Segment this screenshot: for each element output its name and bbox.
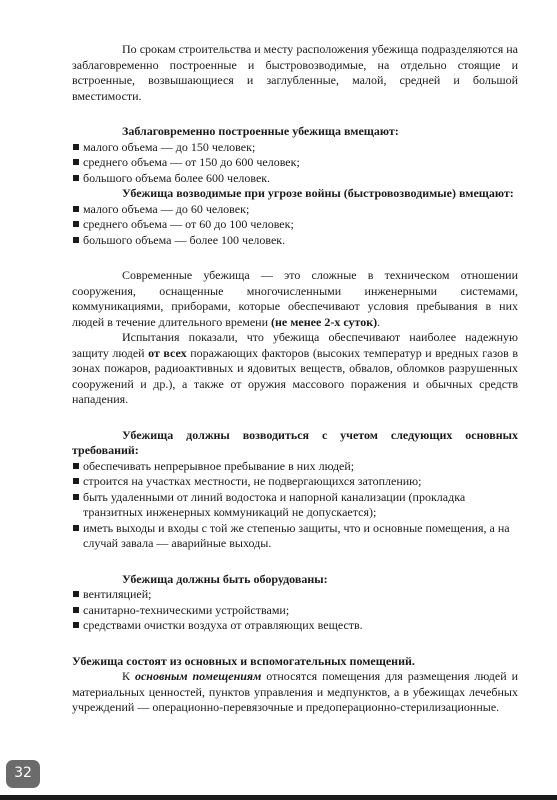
list-item: обеспечивать непрерывное пребывание в них людей; <box>72 459 518 475</box>
list-item: большого объема — более 100 человек. <box>72 233 518 249</box>
list-item: санитарно-техническими устройствами; <box>72 603 518 619</box>
prebuilt-list <box>72 140 518 187</box>
equipment-heading: Убежища должны быть оборудованы: <box>122 571 328 586</box>
list-item: вентиляцией; <box>72 587 518 603</box>
modern-duration: (не менее 2-х суток) <box>271 314 378 329</box>
rapid-list <box>72 202 518 249</box>
tests-bold: от всех <box>148 345 187 360</box>
list-item: малого объема — до 60 человек; <box>72 202 518 218</box>
rooms-heading: Убежища состоят из основных и вспомогательных помещений. <box>72 653 415 668</box>
list-item: среднего объема — от 60 до 100 человек; <box>72 217 518 233</box>
rapid-heading: Убежища возводимые при угрозе войны (быстровозводимые) вмещают: <box>122 186 514 200</box>
list-item: средствами очистки воздуха от отравляющих веществ. <box>72 618 518 634</box>
tests-lead: Испытания показали, что убежища обеспечивают наиболее надежную защиту людей <box>72 330 518 360</box>
page-number-badge: 32 <box>6 760 40 788</box>
equipment-list <box>72 587 518 634</box>
list-item: иметь выходы и входы с той же степенью защиты, что и основные помещения, а на случай завала — аварийные выходы. <box>72 521 518 552</box>
requirements-heading: Убежища должны возводиться с учетом следующих основных требований: <box>72 427 518 457</box>
tests-rest: поражающих факторов (высоких температур и вредных газов в зонах пожаров, радиоактивных и ядовитых веществ, обвалов, обломков разрушенных сооружений и др.), а также от оружия массового поражения и обычных средств нападения. <box>72 345 519 406</box>
rooms-emphasis: основным помещениям <box>134 669 262 683</box>
tests-paragraph <box>72 330 518 408</box>
prebuilt-heading: Заблаговременно построенные убежища вмещают: <box>122 124 399 138</box>
modern-text: Современные убежища — это сложные в техническом отношении сооружения, оснащенные многочисленными инженерными системами, коммуникациями, приборами, которые обеспечивают условия пребывания в них людей в течение длительного времени <box>72 268 518 329</box>
requirements-list <box>72 459 518 552</box>
list-item: среднего объема — от 150 до 600 человек; <box>72 155 518 171</box>
rooms-paragraph: К основным помещениям относятся помещения для размещения людей и материальных ценностей, пунктов управления и медпунктов, а в убежищах лечебных учреждений — операционно-перевязочные и предоперационно-стерилизационные. <box>72 669 519 714</box>
list-item: малого объема — до 150 человек; <box>72 140 518 156</box>
modern-shelters-paragraph: Современные убежища — это сложные в техническом отношении сооружения, оснащенные многочисленными инженерными системами, коммуникациями, приборами, которые обеспечивают условия пребывания в них людей в течение длительного времени (не менее 2-х суток). <box>72 268 518 329</box>
list-item: большого объема более 600 человек. <box>72 171 518 187</box>
list-item: быть удаленными от линий водостока и напорной канализации (прокладка транзитных инженерных коммуникаций не допускается); <box>72 490 518 521</box>
list-item: строится на участках местности, не подвергающихся затоплению; <box>72 474 518 490</box>
bottom-divider <box>0 795 557 800</box>
document-page <box>72 42 518 716</box>
intro-paragraph: По срокам строительства и месту расположения убежища подразделяются на заблаговременно построенные и быстровозводимые, на отдельно стоящие и встроенные, возвышающиеся и заглубленные, малой, средней и большой вместимости. <box>72 42 518 103</box>
